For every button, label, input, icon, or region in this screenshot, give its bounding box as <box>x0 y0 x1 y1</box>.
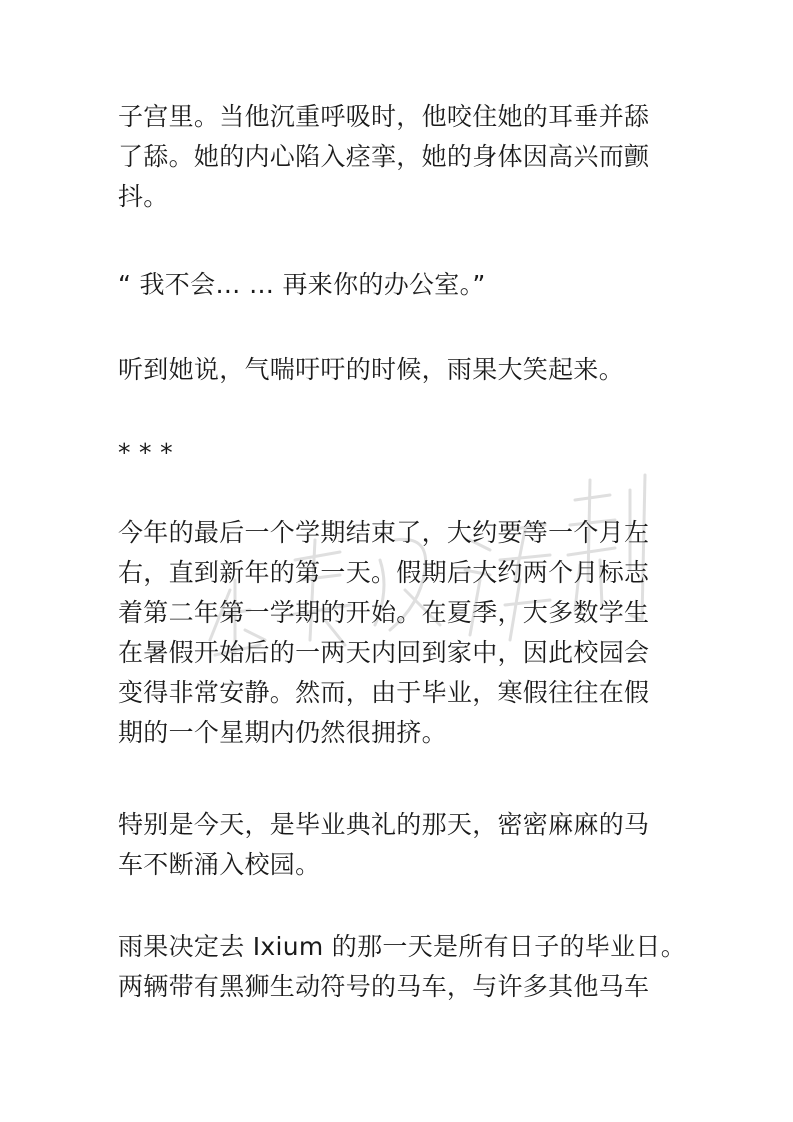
paragraph-line: 期的一个星期内仍然很拥挤。 <box>118 718 447 747</box>
paragraph-line: 特别是今天，是毕业典礼的那天，密密麻麻的马 <box>118 810 650 839</box>
paragraph-line: “ 我不会… … 再来你的办公室。” <box>118 270 486 299</box>
paragraph-line: 右，直到新年的第一天。假期后大约两个月标志 <box>118 558 650 587</box>
paragraph-line: 子宫里。当他沉重呼吸时，他咬住她的耳垂并舔 <box>118 102 650 131</box>
paragraph-line: 了舔。她的内心陷入痉挛，她的身体因高兴而颤 <box>118 142 650 171</box>
paragraph-line: 在暑假开始后的一两天内回到家中，因此校园会 <box>118 638 650 667</box>
paragraph-line: 变得非常安静。然而，由于毕业，寒假往往在假 <box>118 678 650 707</box>
paragraph-line: 雨果决定去 Ixium 的那一天是所有日子的毕业日。 <box>118 932 687 961</box>
paragraph-1 <box>118 97 698 217</box>
paragraph-line: 抖。 <box>118 182 169 211</box>
section-break-asterisks: * * * <box>118 438 173 467</box>
paragraph-line: 车不断涌入校园。 <box>118 850 321 879</box>
paragraph-3 <box>118 350 698 390</box>
paragraph-6 <box>118 927 698 1007</box>
paragraph-line: 着第二年第一学期的开始。在夏季，大多数学生 <box>118 598 650 627</box>
section-break <box>118 433 698 473</box>
paragraph-2-dialogue <box>118 265 698 305</box>
paragraph-line: 听到她说，气喘吁吁的时候，雨果大笑起来。 <box>118 355 625 384</box>
paragraph-line: 两辆带有黑狮生动符号的马车，与许多其他马车 <box>118 972 650 1001</box>
paragraph-5 <box>118 805 698 885</box>
paragraph-4 <box>118 513 698 753</box>
paragraph-line: 今年的最后一个学期结束了，大约要等一个月左 <box>118 518 650 547</box>
